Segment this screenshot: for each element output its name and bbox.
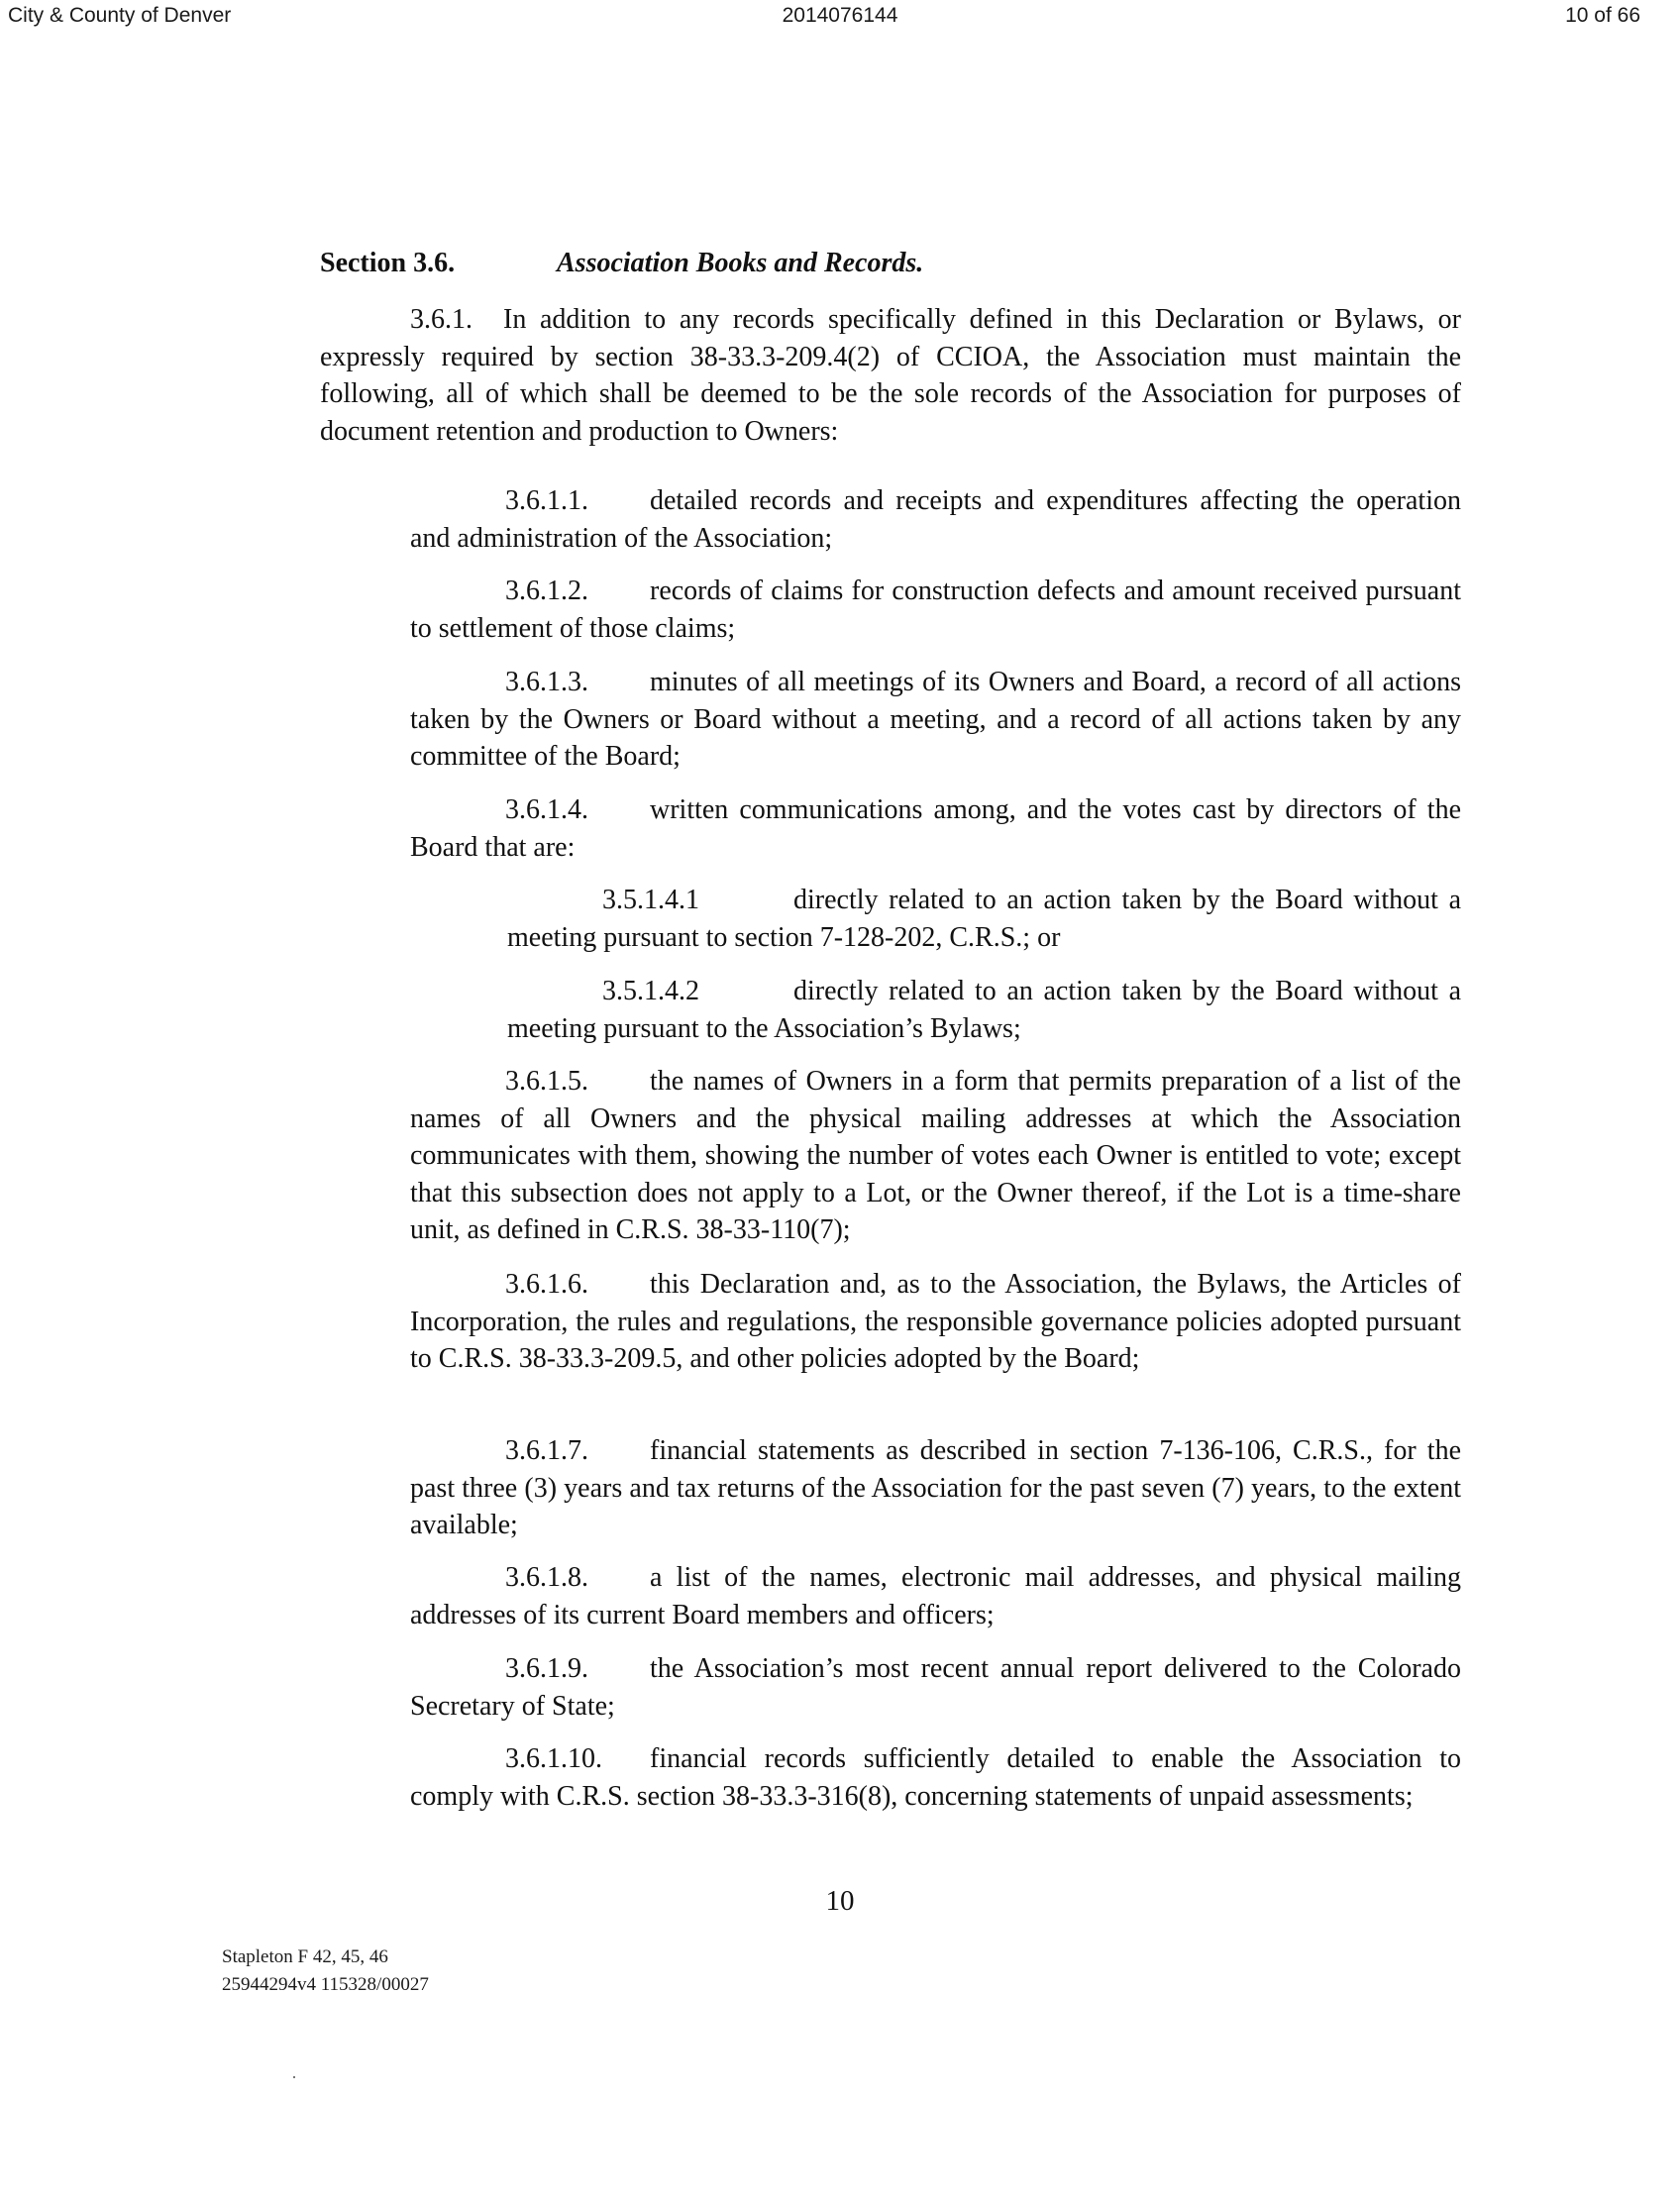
paragraph-number: 3.6.1. [410,304,472,335]
paragraph-text: this Declaration and, as to the Association, the Bylaws, the Articles of Incorporation, the rules and regulations, the responsible governance policies adopted pursuant to C.R.S. 38-33.3-209.5, and other policies adopted by the Board; [410,1269,1461,1374]
paragraph-3-6-1-7 [410,1432,1461,1544]
paragraph-text: written communications among, and the votes cast by directors of the Board that are: [410,794,1461,863]
scan-speck [293,2076,295,2078]
paragraph-number: 3.6.1.1. [505,485,588,516]
document-footer [222,1943,429,1999]
paragraph-3-6-1-1 [410,482,1461,557]
paragraph-3-6-1-3 [410,664,1461,776]
paragraph-number: 3.6.1.8. [505,1562,588,1593]
section-number: Section 3.6. [320,248,456,278]
paragraph-3-6-1-9 [410,1650,1461,1725]
paragraph-number: 3.6.1.7. [505,1435,588,1466]
paragraph-text: directly related to an action taken by the Board without a meeting pursuant to the Association’s Bylaws; [507,976,1461,1044]
paragraph-3-6-1-10 [410,1740,1461,1815]
header-page-count: 10 of 66 [1565,4,1640,27]
paragraph-3-5-1-4-1 [507,882,1461,956]
paragraph-text: the names of Owners in a form that permits preparation of a list of the names of all Owners and the physical mailing addresses at which the Association communicates with them, showing the number of votes each Owner is entitled to vote; except that this subsection does not apply to a Lot, or the Owner thereof, if the Lot is a time-share unit, as defined in C.R.S. 38-33-110(7); [410,1066,1461,1245]
paragraph-3-6-1-5 [410,1063,1461,1249]
paragraph-text: detailed records and receipts and expenditures affecting the operation and administration of the Association; [410,485,1461,554]
paragraph-number: 3.6.1.6. [505,1269,588,1300]
paragraph-text: a list of the names, electronic mail addresses, and physical mailing addresses of its current Board members and officers; [410,1562,1461,1630]
paragraph-text: financial records sufficiently detailed to enable the Association to comply with C.R.S. section 38-33.3-316(8), concerning statements of unpaid assessments; [410,1743,1461,1812]
paragraph-3-6-1-6 [410,1266,1461,1378]
paragraph-3-6-1-4 [410,791,1461,866]
section-heading [320,248,923,279]
paragraph-number: 3.6.1.2. [505,576,588,606]
paragraph-number: 3.6.1.3. [505,667,588,697]
header-reception-number: 2014076144 [782,4,898,27]
paragraph-text: financial statements as described in section 7-136-106, C.R.S., for the past three (3) years and tax returns of the Association for the past seven (7) years, to the extent available; [410,1435,1461,1540]
paragraph-number: 3.6.1.9. [505,1653,588,1684]
paragraph-3-5-1-4-2 [507,973,1461,1047]
paragraph-text: In addition to any records specifically defined in this Declaration or Bylaws, or expressly required by section 38-33.3-209.4(2) of CCIOA, the Association must maintain the following, all of which shall be deemed to be the sole records of the Association for purposes of document retention and production to Owners: [320,304,1461,447]
paragraph-3-6-1-8 [410,1559,1461,1633]
page-number: 10 [825,1885,855,1917]
paragraph-text: records of claims for construction defects and amount received pursuant to settlement of those claims; [410,576,1461,644]
paragraph-text: minutes of all meetings of its Owners and Board, a record of all actions taken by the Owners or Board without a meeting, and a record of all actions taken by any committee of the Board; [410,667,1461,772]
paragraph-number: 3.6.1.10. [505,1743,602,1774]
footer-project-line: Stapleton F 42, 45, 46 [222,1946,388,1967]
paragraph-3-6-1-2 [410,573,1461,647]
paragraph-text: directly related to an action taken by the Board without a meeting pursuant to section 7-128-202, C.R.S.; or [507,885,1461,953]
paragraph-3-6-1 [320,301,1461,450]
paragraph-number: 3.6.1.4. [505,794,588,825]
paragraph-number: 3.6.1.5. [505,1066,588,1097]
footer-doc-id-line: 25944294v4 115328/00027 [222,1974,429,1995]
paragraph-number: 3.5.1.4.2 [602,976,699,1006]
paragraph-text: the Association’s most recent annual report delivered to the Colorado Secretary of State; [410,1653,1461,1722]
section-title: Association Books and Records. [557,248,924,278]
paragraph-number: 3.5.1.4.1 [602,885,699,915]
header-county: City & County of Denver [8,4,232,27]
